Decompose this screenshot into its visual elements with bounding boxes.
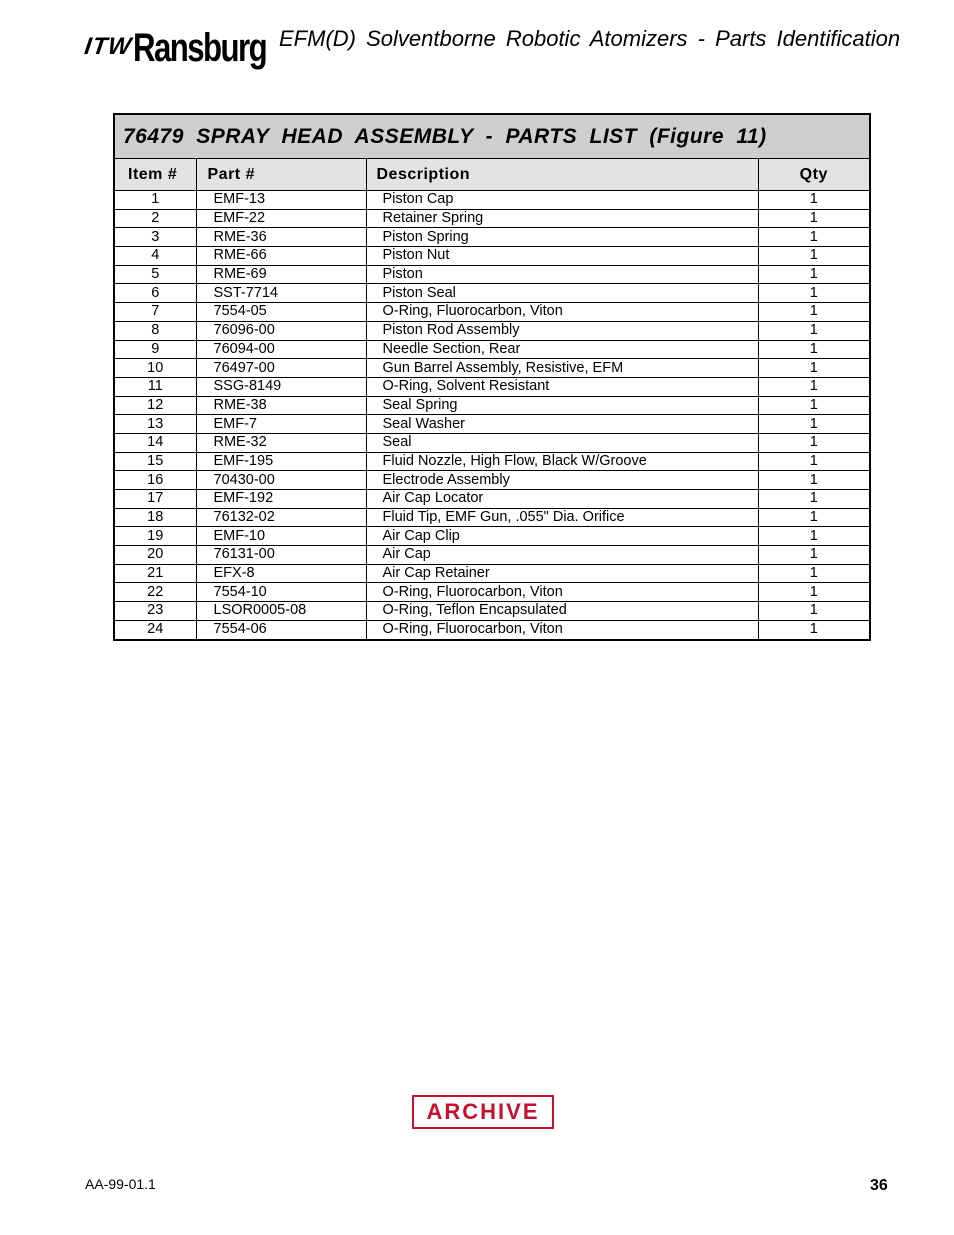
- item-cell: 10: [114, 359, 196, 378]
- item-cell: 14: [114, 433, 196, 452]
- item-cell: 1: [114, 191, 196, 210]
- part-number-cell: 7554-05: [196, 303, 366, 322]
- table-row: [114, 359, 870, 378]
- part-number-cell: RME-38: [196, 396, 366, 415]
- part-number-cell: LSOR0005-08: [196, 602, 366, 621]
- item-cell: 16: [114, 471, 196, 490]
- description-cell: Air Cap Clip: [366, 527, 758, 546]
- part-number-cell: SST-7714: [196, 284, 366, 303]
- table-header-row: [114, 159, 870, 191]
- description-cell: Seal Washer: [366, 415, 758, 434]
- description-cell: Needle Section, Rear: [366, 340, 758, 359]
- description-cell: Air Cap Locator: [366, 490, 758, 509]
- table-row: [114, 209, 870, 228]
- part-number-cell: 76497-00: [196, 359, 366, 378]
- quantity-cell: 1: [758, 583, 870, 602]
- description-cell: O-Ring, Solvent Resistant: [366, 377, 758, 396]
- table-row: [114, 620, 870, 639]
- quantity-cell: 1: [758, 359, 870, 378]
- quantity-cell: 1: [758, 452, 870, 471]
- table-row: [114, 527, 870, 546]
- part-number-cell: EFX-8: [196, 564, 366, 583]
- part-number-cell: RME-32: [196, 433, 366, 452]
- item-cell: 7: [114, 303, 196, 322]
- quantity-cell: 1: [758, 209, 870, 228]
- part-number-cell: RME-36: [196, 228, 366, 247]
- page-header-title: EFM(D) Solventborne Robotic Atomizers - Parts Identification: [279, 26, 901, 51]
- table-row: [114, 546, 870, 565]
- description-cell: Piston: [366, 265, 758, 284]
- part-number-cell: 76096-00: [196, 321, 366, 340]
- description-cell: Fluid Tip, EMF Gun, .055" Dia. Orifice: [366, 508, 758, 527]
- logo-itw-text: ITW: [82, 33, 134, 60]
- item-cell: 24: [114, 620, 196, 639]
- quantity-cell: 1: [758, 228, 870, 247]
- part-number-cell: EMF-7: [196, 415, 366, 434]
- part-number-cell: EMF-22: [196, 209, 366, 228]
- table-row: [114, 303, 870, 322]
- item-cell: 20: [114, 546, 196, 565]
- logo-brand-text: Ransburg: [132, 26, 267, 70]
- quantity-cell: 1: [758, 602, 870, 621]
- table-row: [114, 191, 870, 210]
- quantity-cell: 1: [758, 471, 870, 490]
- quantity-cell: 1: [758, 527, 870, 546]
- table-row: [114, 583, 870, 602]
- description-cell: Seal: [366, 433, 758, 452]
- quantity-cell: 1: [758, 247, 870, 266]
- description-cell: Piston Cap: [366, 191, 758, 210]
- item-cell: 3: [114, 228, 196, 247]
- description-cell: Piston Seal: [366, 284, 758, 303]
- parts-list-table: [113, 113, 871, 641]
- quantity-cell: 1: [758, 377, 870, 396]
- item-cell: 21: [114, 564, 196, 583]
- description-cell: O-Ring, Fluorocarbon, Viton: [366, 303, 758, 322]
- item-cell: 8: [114, 321, 196, 340]
- table-row: [114, 396, 870, 415]
- table-row: [114, 415, 870, 434]
- part-number-cell: RME-66: [196, 247, 366, 266]
- part-number-cell: EMF-192: [196, 490, 366, 509]
- part-number-cell: EMF-195: [196, 452, 366, 471]
- quantity-cell: 1: [758, 191, 870, 210]
- quantity-cell: 1: [758, 265, 870, 284]
- part-number-cell: SSG-8149: [196, 377, 366, 396]
- table-title: 76479 SPRAY HEAD ASSEMBLY - PARTS LIST (Figure 11): [114, 114, 870, 159]
- quantity-cell: 1: [758, 340, 870, 359]
- table-row: [114, 452, 870, 471]
- column-header-qty: Qty: [758, 159, 870, 191]
- description-cell: O-Ring, Fluorocarbon, Viton: [366, 583, 758, 602]
- table-row: [114, 321, 870, 340]
- quantity-cell: 1: [758, 490, 870, 509]
- table-row: [114, 602, 870, 621]
- description-cell: O-Ring, Teflon Encapsulated: [366, 602, 758, 621]
- description-cell: Fluid Nozzle, High Flow, Black W/Groove: [366, 452, 758, 471]
- table-row: [114, 265, 870, 284]
- item-cell: 12: [114, 396, 196, 415]
- item-cell: 23: [114, 602, 196, 621]
- quantity-cell: 1: [758, 508, 870, 527]
- table-row: [114, 433, 870, 452]
- document-number: AA-99-01.1: [85, 1176, 156, 1192]
- item-cell: 2: [114, 209, 196, 228]
- table-row: [114, 490, 870, 509]
- table-row: [114, 340, 870, 359]
- item-cell: 9: [114, 340, 196, 359]
- itw-ransburg-logo: [84, 18, 304, 68]
- column-header-item: Item #: [114, 159, 196, 191]
- quantity-cell: 1: [758, 620, 870, 639]
- column-header-description: Description: [366, 159, 758, 191]
- item-cell: 13: [114, 415, 196, 434]
- item-cell: 11: [114, 377, 196, 396]
- item-cell: 6: [114, 284, 196, 303]
- quantity-cell: 1: [758, 321, 870, 340]
- item-cell: 5: [114, 265, 196, 284]
- item-cell: 15: [114, 452, 196, 471]
- quantity-cell: 1: [758, 284, 870, 303]
- page-number: 36: [870, 1177, 888, 1194]
- table-row: [114, 471, 870, 490]
- column-header-part: Part #: [196, 159, 366, 191]
- quantity-cell: 1: [758, 415, 870, 434]
- part-number-cell: EMF-13: [196, 191, 366, 210]
- parts-table-body: [114, 191, 870, 640]
- item-cell: 22: [114, 583, 196, 602]
- description-cell: Piston Nut: [366, 247, 758, 266]
- quantity-cell: 1: [758, 433, 870, 452]
- description-cell: Retainer Spring: [366, 209, 758, 228]
- item-cell: 4: [114, 247, 196, 266]
- item-cell: 17: [114, 490, 196, 509]
- part-number-cell: 76132-02: [196, 508, 366, 527]
- part-number-cell: 70430-00: [196, 471, 366, 490]
- quantity-cell: 1: [758, 546, 870, 565]
- quantity-cell: 1: [758, 303, 870, 322]
- description-cell: O-Ring, Fluorocarbon, Viton: [366, 620, 758, 639]
- part-number-cell: EMF-10: [196, 527, 366, 546]
- description-cell: Electrode Assembly: [366, 471, 758, 490]
- table-row: [114, 284, 870, 303]
- item-cell: 18: [114, 508, 196, 527]
- quantity-cell: 1: [758, 396, 870, 415]
- part-number-cell: 76131-00: [196, 546, 366, 565]
- description-cell: Seal Spring: [366, 396, 758, 415]
- table-row: [114, 247, 870, 266]
- table-row: [114, 377, 870, 396]
- part-number-cell: 7554-06: [196, 620, 366, 639]
- table-row: [114, 508, 870, 527]
- archive-stamp: ARCHIVE: [412, 1095, 554, 1129]
- table-row: [114, 228, 870, 247]
- description-cell: Piston Rod Assembly: [366, 321, 758, 340]
- table-row: [114, 564, 870, 583]
- description-cell: Air Cap Retainer: [366, 564, 758, 583]
- item-cell: 19: [114, 527, 196, 546]
- part-number-cell: RME-69: [196, 265, 366, 284]
- part-number-cell: 7554-10: [196, 583, 366, 602]
- description-cell: Air Cap: [366, 546, 758, 565]
- part-number-cell: 76094-00: [196, 340, 366, 359]
- description-cell: Gun Barrel Assembly, Resistive, EFM: [366, 359, 758, 378]
- quantity-cell: 1: [758, 564, 870, 583]
- description-cell: Piston Spring: [366, 228, 758, 247]
